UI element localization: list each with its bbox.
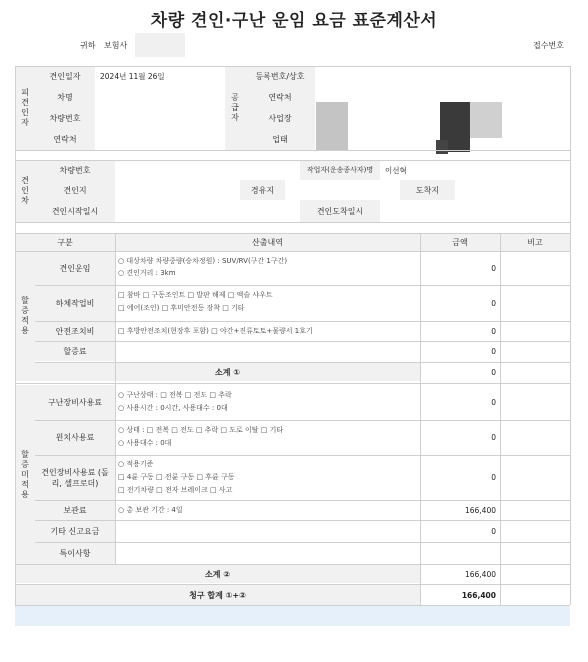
tow-place-label: 견인지	[35, 180, 115, 200]
row-detail: ○ 대상차량 차량중량(승차정원) : SUV/RV(구간 1구간) ○ 견인거리 : 3km	[118, 257, 288, 277]
plate-label: 차량번호	[35, 108, 95, 129]
row-label: 특이사항	[35, 542, 115, 564]
redacted-insurer	[135, 33, 185, 57]
row-label: 할증료	[35, 341, 115, 361]
row-amount: 0	[491, 526, 496, 536]
col-category: 구분	[15, 233, 115, 251]
receipt-label: 접수번호	[533, 41, 564, 50]
row-amount: 166,400	[464, 505, 496, 515]
end-label: 견인도착일시	[300, 200, 380, 222]
supplier-side-label: 공급자	[225, 66, 245, 150]
addr-label: 사업장	[245, 108, 315, 129]
reg-label: 등록번호/상호	[245, 66, 315, 87]
row-label: 보관료	[35, 500, 115, 520]
start-label: 견인시작일시	[35, 200, 115, 222]
redacted-block	[436, 140, 448, 154]
row-detail: ○ 총 보관 기간 : 4일	[118, 506, 183, 514]
operator-value: 이선혁	[385, 165, 407, 175]
tower-plate-label: 차량번호	[35, 160, 115, 180]
row-detail: ○ 적용기준 □ 4륜 구동 □ 전륜 구동 □ 후륜 구동 □ 전기차량 □ 전자 브레이크 □ 사고	[118, 460, 235, 494]
subtotal-2-amount: 166,400	[464, 569, 496, 579]
subtotal-1-label: 소계 ①	[35, 363, 420, 381]
row-amount: 0	[491, 433, 496, 442]
total-amount: 166,400	[461, 590, 496, 600]
row-amount: 0	[491, 298, 496, 308]
row-label: 안전조치비	[35, 321, 115, 341]
row-label: 견인장비사용료 (돌리, 셀프로더)	[35, 455, 115, 500]
subtotal-1-amount: 0	[491, 367, 496, 377]
operator-label: 작업자(운송종사자)명	[300, 160, 380, 180]
tow-date-label: 견인일자	[35, 66, 95, 87]
row-amount: 0	[491, 398, 496, 407]
row-label: 하체작업비	[35, 285, 115, 321]
insurer-label: 보험사	[104, 41, 128, 50]
tow-date-value: 2024년 11월 26일	[100, 72, 165, 81]
col-detail: 산출내역	[115, 233, 420, 251]
row-label: 구난장비사용료	[35, 385, 115, 420]
victim-contact-label: 연락처	[35, 129, 95, 150]
redacted-block	[316, 102, 348, 150]
via-label: 경유지	[240, 180, 285, 200]
row-detail: ○ 상태 : □ 전복 □ 전도 □ 추락 □ 도로 이탈 □ 기타 ○ 사용대수 : 0대	[118, 426, 284, 447]
redacted-block	[470, 102, 502, 138]
to-label: 귀하	[80, 41, 96, 50]
not-applied-side-label: 할증미적용	[15, 385, 35, 565]
row-label: 기타 신고요금	[35, 520, 115, 542]
row-label: 윈치사용료	[35, 420, 115, 455]
type-label: 업태	[245, 129, 315, 150]
total-label: 청구 합계 ①+②	[15, 585, 420, 605]
page-title: 차량 견인·구난 운임 요금 표준계산서	[150, 11, 438, 31]
row-label: 견인운임	[35, 251, 115, 285]
row-detail: ○ 구난상태 : □ 전복 □ 전도 □ 추락 ○ 사용시간 : 0시간, 사용대수 : 0대	[118, 391, 232, 412]
row-amount: 0	[491, 326, 496, 336]
subtotal-2-label: 소계 ②	[15, 565, 420, 583]
col-amount: 금액	[420, 233, 500, 251]
row-amount: 0	[491, 263, 496, 273]
dest-label: 도착지	[400, 180, 455, 200]
row-detail: □ 후방안전조치(현장후 포함) □ 야간+진류토토+물량서 1호기	[118, 327, 313, 335]
row-amount: 0	[491, 473, 496, 482]
victim-side-label: 피견인자	[15, 66, 35, 150]
col-note: 비고	[500, 233, 570, 251]
row-amount: 0	[491, 346, 496, 356]
supplier-contact-label: 연락처	[245, 87, 315, 108]
vehicle-label: 차명	[35, 87, 95, 108]
applied-side-label: 할증적용	[15, 251, 35, 381]
footer-band	[15, 606, 570, 626]
row-detail: □ 참바 □ 구동조인트 □ 발판 해제 □ 액슬 샤우트 □ 에어(조인) □ 후미안전등 장착 □ 기타	[118, 291, 273, 312]
tower-side-label: 견인차	[15, 160, 35, 222]
